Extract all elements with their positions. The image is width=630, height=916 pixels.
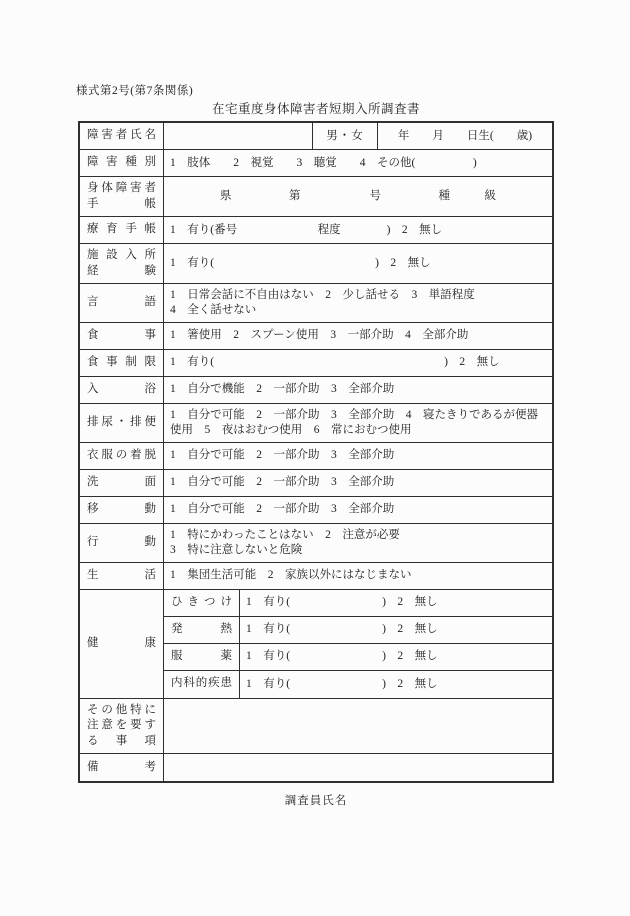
label-line: 療育手帳: [87, 223, 156, 236]
row-label-person-name: [80, 123, 164, 149]
sub-label-text-internal-disease: [171, 676, 232, 692]
row-label-text-physical-disability-certificate: [87, 181, 156, 212]
row-label-text-urination-defecation: [87, 415, 156, 431]
row-label-health: [80, 590, 164, 698]
row-label-text-meals: [87, 328, 156, 344]
row-label-text-mobility: [87, 502, 156, 518]
label-line: 排尿・排便: [87, 416, 156, 429]
option-line: 1 有り( ) 2 無し: [246, 677, 438, 690]
row-options-bathing: [164, 377, 552, 403]
row-options-medication: [240, 644, 552, 670]
row-label-bathing: [80, 377, 164, 403]
row-label-text-language: [87, 295, 156, 311]
label-line: 身体障害者: [87, 182, 156, 194]
row-label-rehabilitation-certificate: [80, 217, 164, 243]
row-options-seizures: [240, 590, 552, 616]
option-line: 1 肢体 2 視覚 3 聴覚 4 その他( ): [170, 156, 477, 169]
option-line: 1 有り( ) 2 無し: [246, 650, 438, 663]
table-row-facility-admission-experience: [80, 244, 552, 284]
table-row-mobility: [80, 497, 552, 524]
row-label-disability-type: [80, 150, 164, 176]
row-options-mobility: [164, 497, 552, 523]
row-label-diet-restriction: [80, 350, 164, 376]
option-line: 1 有り( ) 2 無し: [170, 356, 500, 369]
investigator-name-label: 調査員氏名: [284, 795, 348, 808]
row-label-physical-disability-certificate: [80, 177, 164, 216]
label-line: 食事: [87, 329, 156, 342]
form-body: [78, 121, 554, 808]
row-label-seizures: [164, 590, 240, 616]
row-label-text-daily-life: [87, 568, 156, 584]
row-label-urination-defecation: [80, 404, 164, 442]
row-label-medication: [164, 644, 240, 670]
sub-label-text-seizures: [171, 595, 232, 611]
row-label-meals: [80, 323, 164, 349]
option-line: 1 集団生活可能 2 家族以外にはなじまない: [170, 569, 412, 582]
row-options-disability-type: [164, 150, 552, 176]
row-label-text-other-cautions: [87, 703, 156, 750]
row-options-other-cautions: [164, 699, 552, 754]
table-row-internal-disease: [164, 671, 552, 698]
table-row-diet-restriction: [80, 350, 552, 377]
row-label-text-rehabilitation-certificate: [87, 222, 156, 238]
row-options-urination-defecation: [164, 404, 552, 442]
row-label-remarks: [80, 754, 164, 781]
label-line: 障害種別: [87, 156, 156, 169]
label-line: 服薬: [171, 649, 232, 662]
row-label-dressing: [80, 443, 164, 469]
table-row-fever: [164, 617, 552, 644]
birthdate-text: 年 月 日生( 歳): [397, 129, 533, 142]
label-line: 経験: [87, 264, 156, 277]
sub-label-text-fever: [171, 622, 232, 638]
survey-table: [78, 121, 554, 783]
option-line: 1 自分で可能 2 一部介助 3 全部介助: [170, 476, 395, 489]
birthdate-area: [378, 123, 552, 149]
label-line: 内科的疾患: [171, 677, 232, 690]
label-line: 衣服の着脱: [87, 449, 156, 462]
row-options-dressing: [164, 443, 552, 469]
row-label-face-washing: [80, 470, 164, 496]
label-line: 生活: [87, 568, 156, 581]
option-line: 県 第 号 種 級: [220, 190, 496, 203]
label-line: 入浴: [87, 383, 156, 396]
label-line: 移動: [87, 503, 156, 516]
option-line: 4 全く話せない: [170, 304, 257, 316]
option-line: 1 日常会話に不自由はない 2 少し話せる 3 単語程度: [170, 289, 475, 302]
table-row-urination-defecation: [80, 404, 552, 443]
table-row-disability-type: [80, 150, 552, 177]
table-row-remarks: [80, 754, 552, 781]
row-label-other-cautions: [80, 699, 164, 754]
label-line: ひきつけ: [171, 595, 232, 608]
row-label-text-facility-admission-experience: [87, 248, 156, 279]
label-line: 食事制限: [87, 356, 156, 369]
table-row-other-cautions: [80, 699, 552, 755]
option-line: 1 自分で可能 2 一部介助 3 全部介助 4 寝たきりであるが便器: [170, 408, 538, 421]
table-row-dressing: [80, 443, 552, 470]
row-options-diet-restriction: [164, 350, 552, 376]
row-options-rehabilitation-certificate: [164, 217, 552, 243]
option-line: 1 自分で可能 2 一部介助 3 全部介助: [170, 503, 395, 516]
row-options-facility-admission-experience: [164, 244, 552, 283]
row-options-physical-disability-certificate: [164, 177, 552, 216]
sub-label-text-medication: [171, 649, 232, 665]
row-options-remarks: [164, 754, 552, 781]
label-line: その他特に: [87, 703, 156, 716]
row-label-daily-life: [80, 563, 164, 589]
table-row-face-washing: [80, 470, 552, 497]
row-options-meals: [164, 323, 552, 349]
row-label-behavior: [80, 524, 164, 562]
row-label-text-behavior: [87, 535, 156, 551]
row-label-fever: [164, 617, 240, 643]
table-row-medication: [164, 644, 552, 671]
label-line: 発熱: [171, 622, 232, 635]
table-row-seizures: [164, 590, 552, 617]
option-line: 1 特にかわったことはない 2 注意が必要: [170, 528, 400, 541]
label-line: 行動: [87, 535, 156, 548]
table-row-bathing: [80, 377, 552, 404]
row-label-text-person-name: [87, 128, 156, 144]
name-write-in-area: [164, 123, 313, 149]
table-row-rehabilitation-certificate: [80, 217, 552, 244]
row-label-text-dressing: [87, 448, 156, 464]
row-options-behavior: [164, 524, 552, 562]
row-options-internal-disease: [240, 671, 552, 698]
label-line: 備考: [87, 760, 156, 773]
label-line: 施設入所: [87, 249, 156, 262]
row-label-internal-disease: [164, 671, 240, 698]
label-line: 洗面: [87, 476, 156, 489]
option-line: 1 有り( ) 2 無し: [170, 257, 431, 270]
option-line: 1 箸使用 2 スプーン使用 3 一部介助 4 全部介助: [170, 329, 469, 342]
table-row-health: [80, 590, 552, 699]
row-label-text-bathing: [87, 382, 156, 398]
row-label-facility-admission-experience: [80, 244, 164, 283]
row-label-text-health: [87, 636, 156, 652]
row-label-mobility: [80, 497, 164, 523]
gender-options: [313, 123, 378, 149]
label-line: 障害者氏名: [87, 129, 156, 142]
table-row-meals: [80, 323, 552, 350]
page-title: 在宅重度身体障害者短期入所調査書: [211, 102, 420, 116]
table-row-language: [80, 284, 552, 323]
option-line: 使用 5 夜はおむつ使用 6 常におむつ使用: [170, 423, 412, 436]
table-row-person-name: [80, 123, 552, 150]
row-label-text-disability-type: [87, 155, 156, 171]
form-number: 様式第2号(第7条関係): [76, 85, 194, 97]
option-line: 1 自分で可能 2 一部介助 3 全部介助: [170, 449, 395, 462]
row-options-fever: [240, 617, 552, 643]
health-subrows: [164, 590, 552, 698]
table-row-behavior: [80, 524, 552, 563]
option-line: 3 特に注意しないと危険: [170, 543, 303, 556]
option-line: 1 自分で機能 2 一部介助 3 全部介助: [170, 383, 395, 396]
label-line: 言語: [87, 296, 156, 309]
row-options-daily-life: [164, 563, 552, 589]
option-line: 1 有り( ) 2 無し: [246, 596, 438, 609]
label-line: 注意を要す: [87, 719, 156, 732]
row-label-language: [80, 284, 164, 322]
gender-text: 男・女: [326, 129, 364, 142]
row-label-text-face-washing: [87, 475, 156, 491]
label-line: 手帳: [87, 197, 156, 210]
table-row-physical-disability-certificate: [80, 177, 552, 217]
label-line: 健康: [87, 636, 156, 649]
row-options-face-washing: [164, 470, 552, 496]
label-line: る事項: [87, 734, 156, 747]
option-line: 1 有り(番号 程度 ) 2 無し: [170, 223, 443, 236]
row-options-language: [164, 284, 552, 322]
row-label-text-diet-restriction: [87, 355, 156, 371]
table-row-daily-life: [80, 563, 552, 590]
row-label-text-remarks: [87, 760, 156, 776]
option-line: 1 有り( ) 2 無し: [246, 623, 438, 636]
